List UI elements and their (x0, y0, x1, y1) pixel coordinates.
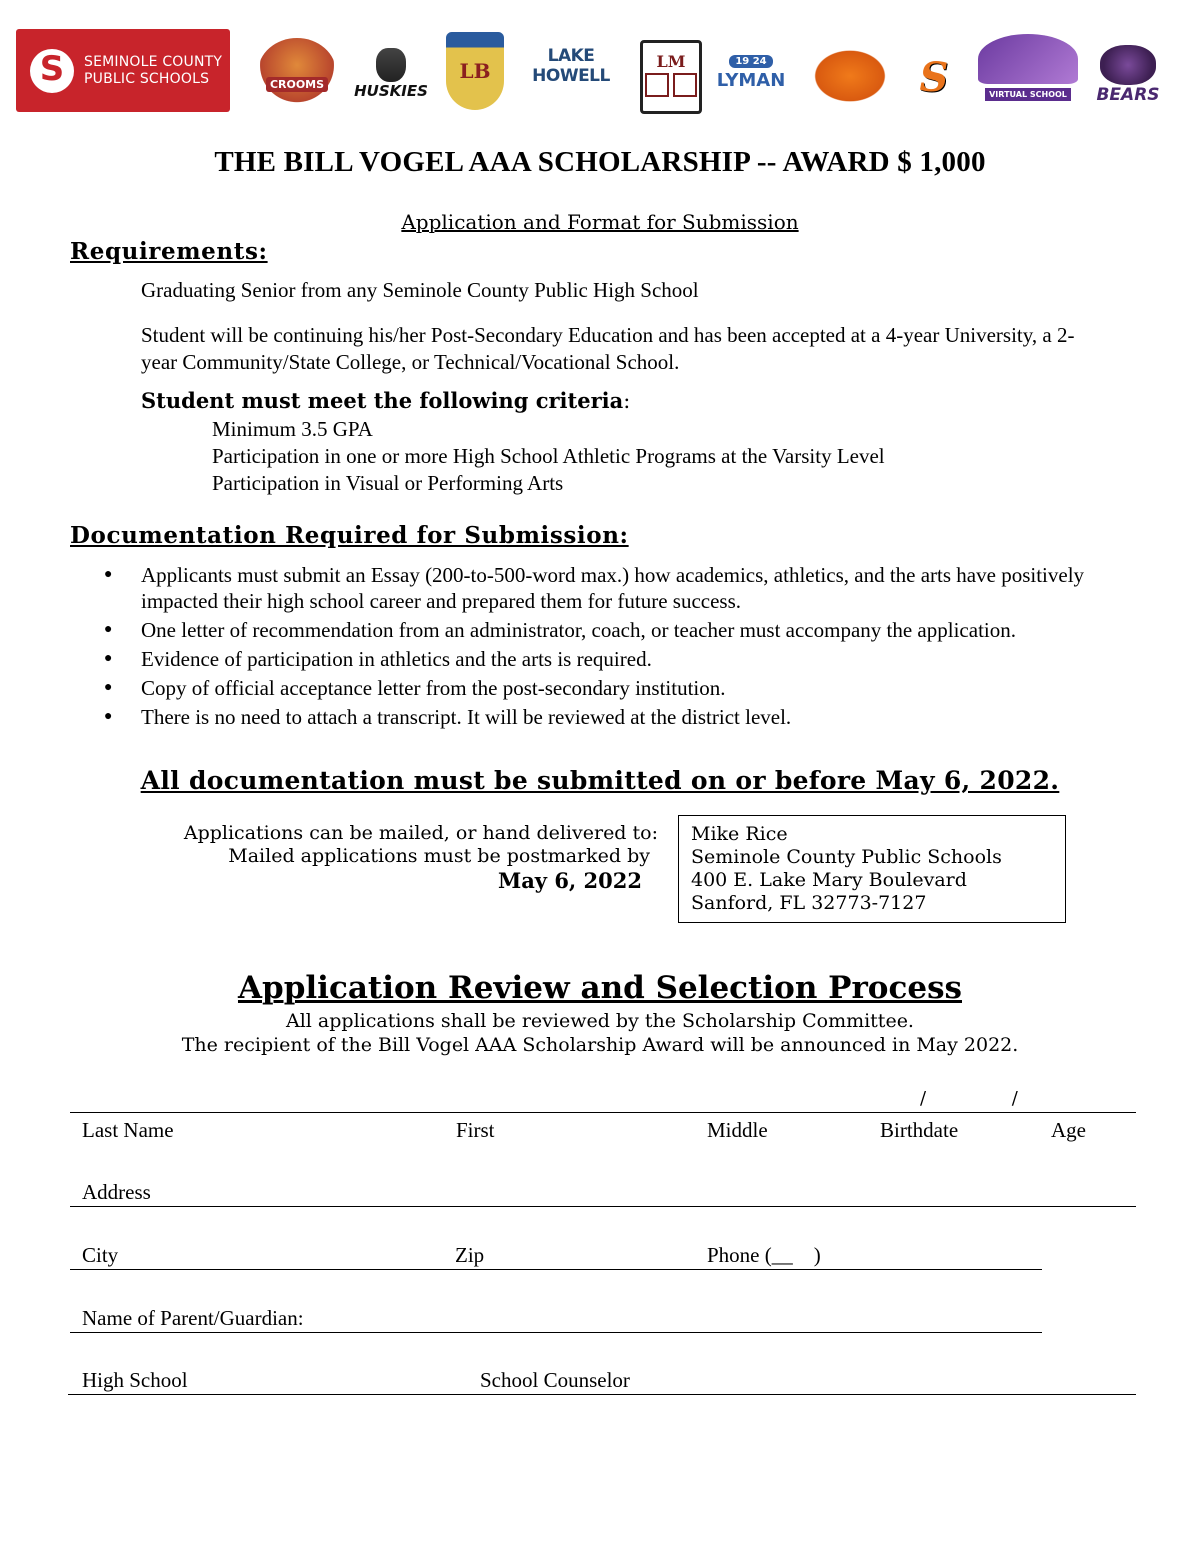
seminole-high-logo: S (919, 53, 949, 101)
lake-brantley-logo: LB (446, 32, 504, 110)
parent-guardian-label: Name of Parent/Guardian: (82, 1306, 304, 1330)
lake-mary-crest-icon (643, 71, 699, 103)
postmark-date: May 6, 2022 (497, 868, 642, 893)
last-name-label: Last Name (82, 1118, 174, 1142)
virtual-school-logo: VIRTUAL SCHOOL (976, 22, 1080, 112)
criteria-item: Participation in Visual or Performing Arts (212, 471, 564, 495)
lake-mary-logo: LM (640, 40, 702, 114)
requirement-line-2: Student will be continuing his/her Post-Secondary Education and has been accepted at a 4-year University, a 2-year Community/State College, or Technical/Vocational School. (141, 323, 1075, 374)
requirements-heading: Requirements: (70, 238, 268, 265)
crooms-logo: CROOMS (258, 38, 336, 106)
list-item: ● Evidence of participation in athletics and the arts is required. (104, 646, 1114, 672)
review-heading: Application Review and Selection Process (237, 970, 962, 1006)
list-item: ● One letter of recommendation from an administrator, coach, or teacher must accompany the application. (104, 617, 1114, 643)
district-logo-text: SEMINOLE COUNTY PUBLIC SCHOOLS (84, 53, 223, 87)
zip-label: Zip (455, 1243, 485, 1267)
district-s-icon (30, 49, 74, 93)
review-text: All applications shall be reviewed by the Scholarship Committee. The recipient of the Bill Vogel AAA Scholarship Award will be announced in May 2022. (181, 1010, 1019, 1056)
lyman-logo: 19 24 LYMAN (716, 56, 786, 91)
middle-name-label: Middle (707, 1118, 768, 1142)
list-item: ● Applicants must submit an Essay (200-to-500-word max.) how academics, athletics, and the arts have positively impacted their high school career and prepared them for future success. (104, 562, 1114, 614)
address-field-line[interactable] (70, 1206, 1136, 1207)
birthdate-label: Birthdate (880, 1118, 959, 1142)
oviedo-lion-logo (806, 44, 894, 108)
city-label: City (82, 1243, 119, 1267)
school-counselor-label: School Counselor (480, 1368, 630, 1392)
address-line: Seminole County Public Schools (691, 846, 1002, 868)
page-subtitle: Application and Format for Submission (401, 210, 799, 234)
criteria-heading: Student must meet the following criteria: (141, 388, 631, 413)
documentation-list (104, 562, 1114, 733)
list-item: ● There is no need to attach a transcript. It will be reviewed at the district level. (104, 704, 1114, 730)
submission-deadline: All documentation must be submitted on or before May 6, 2022. (140, 766, 1060, 795)
requirement-line-1: Graduating Senior from any Seminole County Public High School (141, 278, 699, 302)
mailing-instructions: Applications can be mailed, or hand delivered to: Mailed applications must be postmarked by (183, 822, 658, 867)
documentation-heading: Documentation Required for Submission: (70, 522, 629, 549)
criteria-item: Minimum 3.5 GPA (212, 417, 373, 441)
lake-howell-logo: LAKE HOWELL (532, 46, 610, 86)
birthdate-slashes: / / (920, 1088, 1058, 1109)
address-line: 400 E. Lake Mary Boulevard (691, 869, 967, 891)
criteria-list (212, 416, 885, 497)
address-label: Address (82, 1180, 151, 1204)
list-item: ● Copy of official acceptance letter from the post-secondary institution. (104, 675, 1114, 701)
parent-guardian-field-line[interactable] (70, 1332, 1042, 1333)
age-label: Age (1051, 1118, 1086, 1142)
mailing-address-box (678, 815, 1066, 923)
first-name-label: First (456, 1118, 495, 1142)
seminole-county-public-schools-logo (16, 29, 230, 112)
city-zip-phone-line[interactable] (70, 1269, 1042, 1270)
high-school-label: High School (82, 1368, 188, 1392)
address-line: Mike Rice (691, 823, 788, 845)
name-row-line[interactable] (70, 1112, 1136, 1113)
address-line: Sanford, FL 32773-7127 (691, 892, 927, 914)
huskies-logo: HUSKIES (350, 40, 432, 108)
school-field-line[interactable] (68, 1394, 1136, 1395)
husky-head-icon (376, 48, 406, 82)
bears-logo: BEARS (1088, 38, 1168, 112)
phone-label: Phone (__ ) (707, 1243, 821, 1267)
bear-head-icon (1100, 45, 1156, 85)
criteria-item: Participation in one or more High School Athletic Programs at the Varsity Level (212, 444, 885, 468)
eagle-wings-icon (978, 34, 1078, 84)
page-title: THE BILL VOGEL AAA SCHOLARSHIP -- AWARD $ 1,000 (214, 146, 986, 178)
